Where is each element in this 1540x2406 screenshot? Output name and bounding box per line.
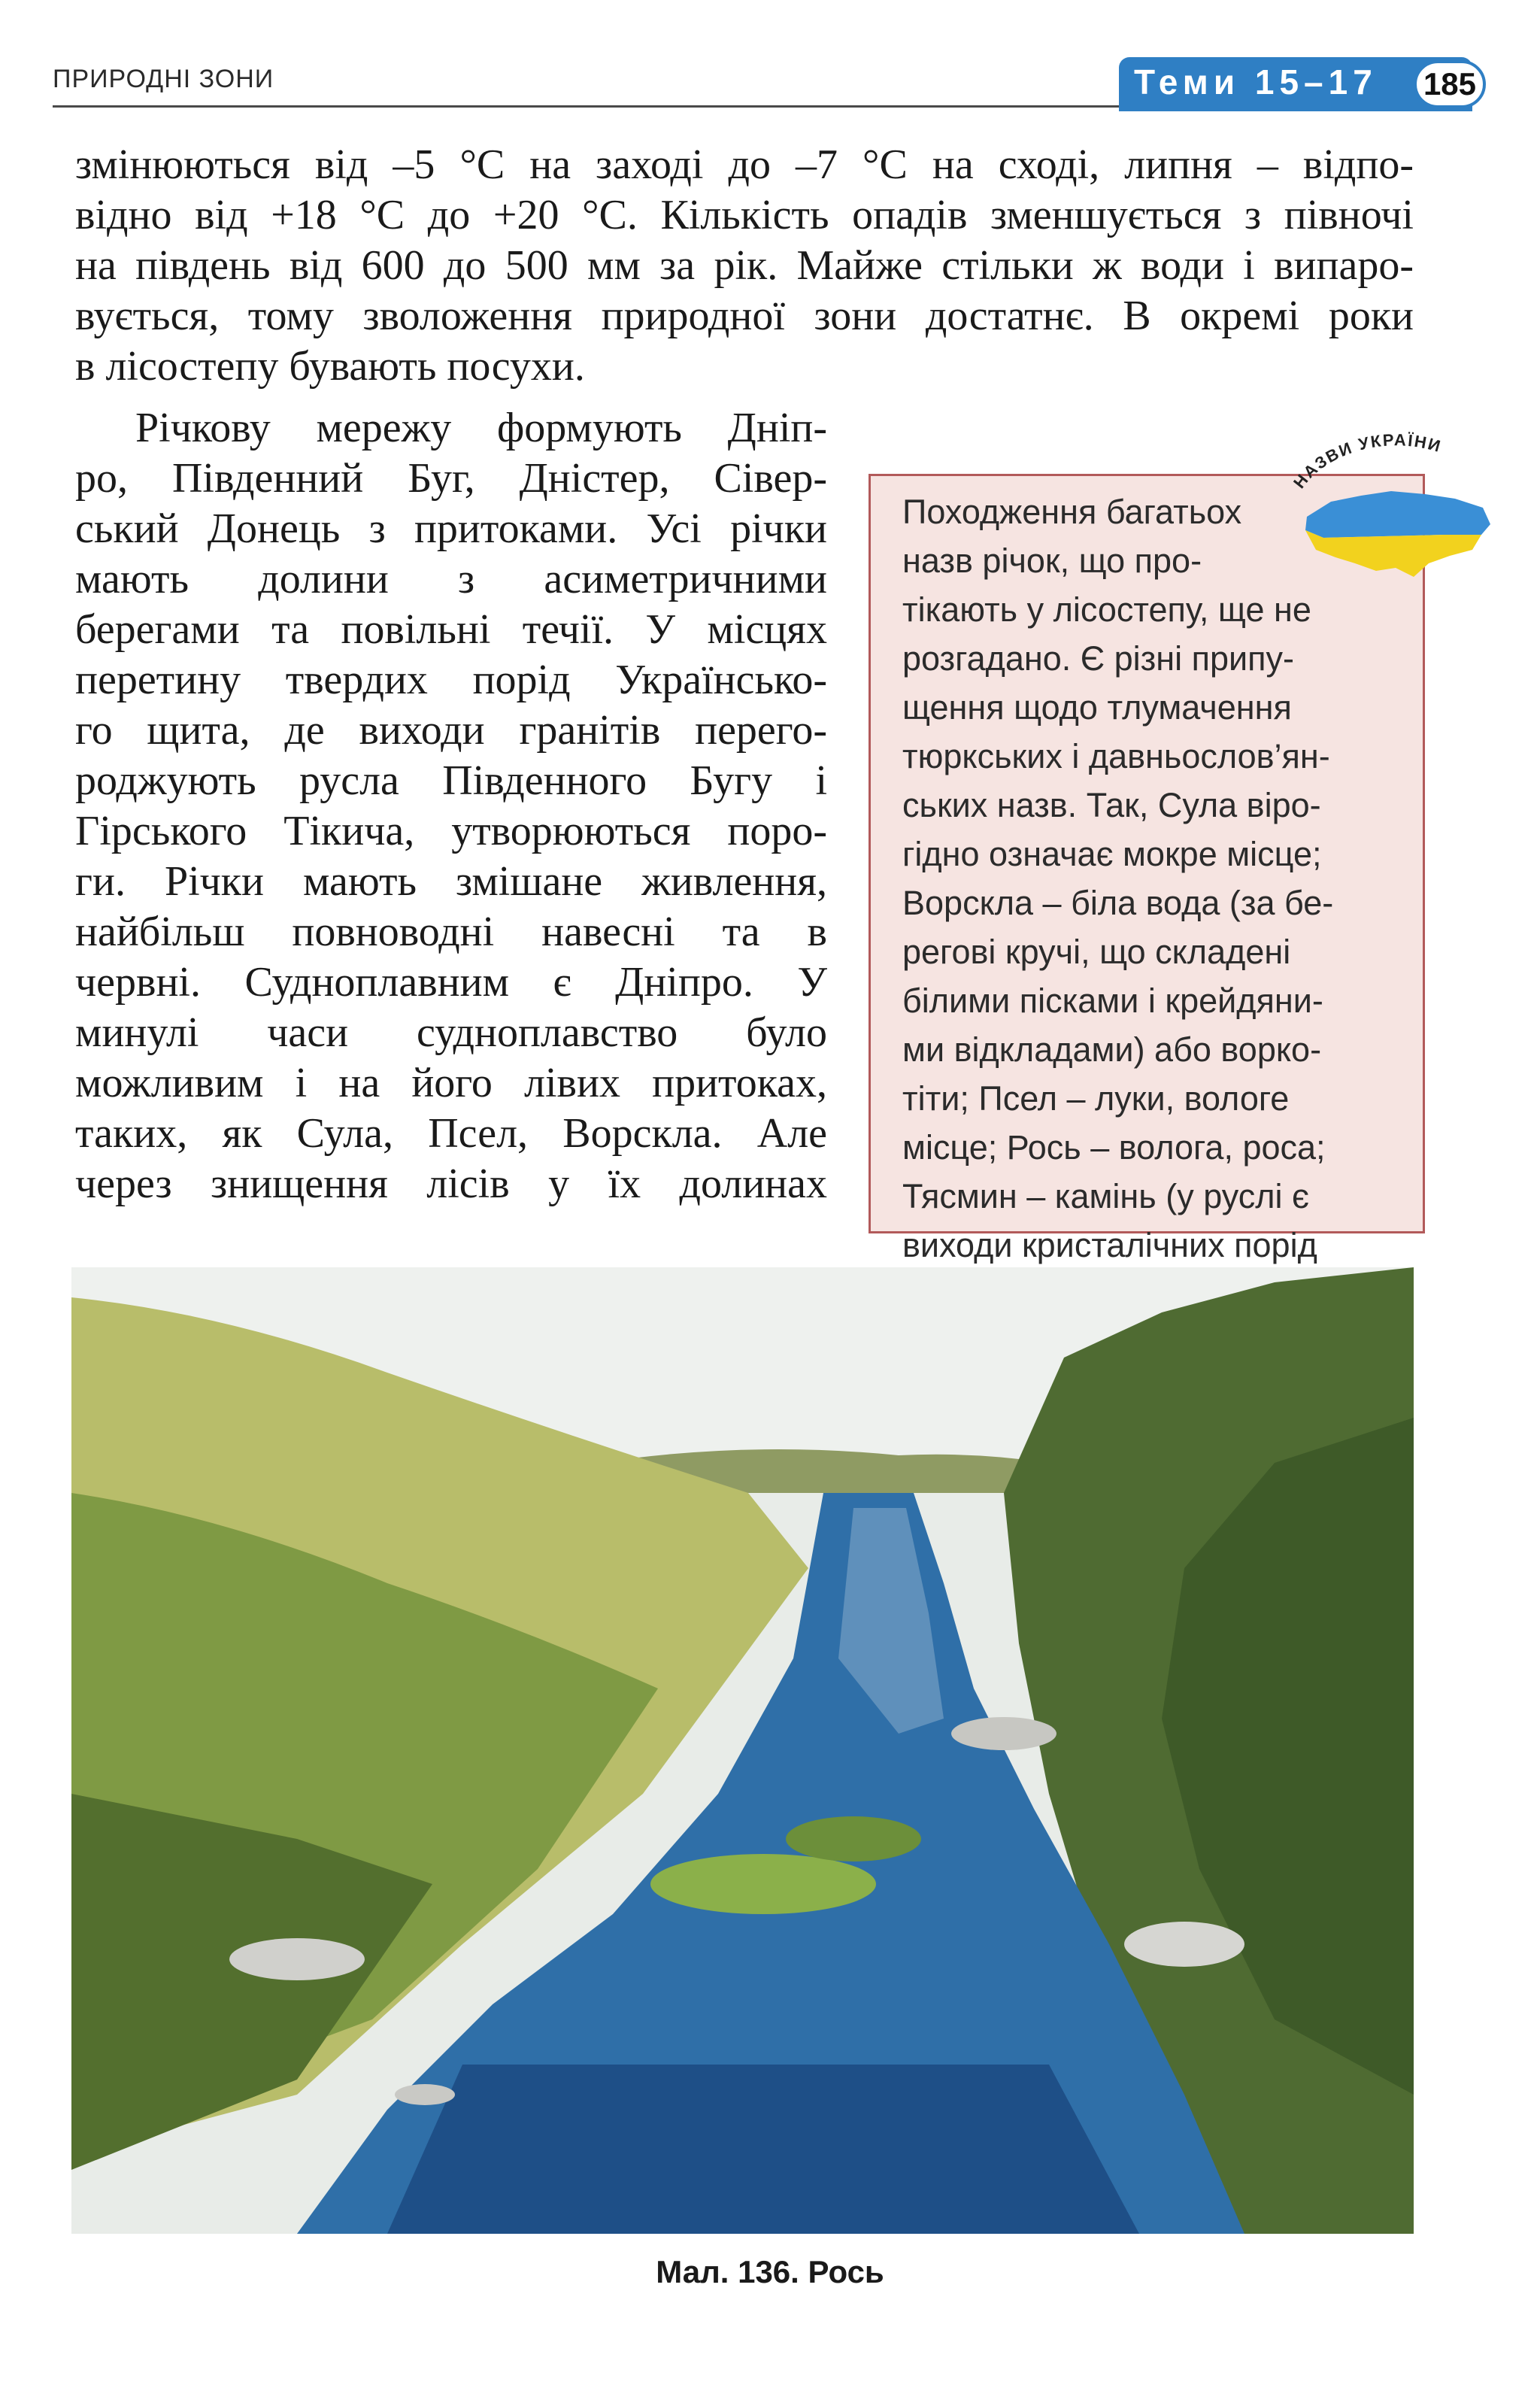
text-line: перетину твердих порід Українсько- xyxy=(75,657,827,703)
text-line: можливим і на його лівих притоках, xyxy=(75,1060,827,1106)
text-line: берегами та повільні течії. У місцях xyxy=(75,606,827,653)
note-line: Ворскла – біла вода (за бе- xyxy=(902,884,1334,922)
note-line: Тясмин – камінь (у руслі є xyxy=(902,1177,1309,1215)
section-title: ПРИРОДНІ ЗОНИ xyxy=(53,65,274,93)
text-line: червні. Судноплавним є Дніпро. У xyxy=(75,959,827,1006)
text-line: го щита, де виходи гранітів перего- xyxy=(75,707,827,754)
header-rule xyxy=(53,105,1120,108)
figure-caption: Мал. 136. Рось xyxy=(656,2254,884,2289)
page-number: 185 xyxy=(1414,60,1486,108)
svg-text:НАЗВИ УКРАЇНИ xyxy=(1290,430,1444,492)
note-line: гідно означає мокре місце; xyxy=(902,835,1322,873)
text-line: ги. Річки мають змішане живлення, xyxy=(75,858,827,905)
text-line: найбільш повноводні навесні та в xyxy=(75,909,827,955)
text-line: Річкову мережу формують Дніп- xyxy=(135,405,827,451)
intro-paragraph xyxy=(75,140,1414,392)
text-line: таких, як Сула, Псел, Ворскла. Але xyxy=(75,1110,827,1157)
text-line: ро, Південний Буг, Дністер, Сівер- xyxy=(75,455,827,502)
text-line: минулі часи судноплавство було xyxy=(75,1009,827,1056)
note-line: тіти; Псел – луки, вологе xyxy=(902,1079,1290,1118)
note-line: регові кручі, що складені xyxy=(902,933,1291,971)
note-line: щення щодо тлумачення xyxy=(902,688,1292,727)
text-line: мають долини з асиметричними xyxy=(75,556,827,602)
text-line: Гірського Тікича, утворюються поро- xyxy=(75,808,827,854)
names-of-ukraine-text xyxy=(902,487,1399,1318)
text-line: відно від +18 °С до +20 °С. Кількість опадів зменшується з півночі xyxy=(75,192,1414,238)
note-line: білими пісками і крейдяни- xyxy=(902,982,1323,1020)
text-line: на південь від 600 до 500 мм за рік. Майже стільки ж води і випаро- xyxy=(75,242,1414,289)
topics-label: Теми 15–17 xyxy=(1134,62,1378,102)
rivers-paragraph xyxy=(75,403,827,1209)
note-line: виходи кристалічних порід xyxy=(902,1226,1317,1264)
text-line: в лісостепу бувають посухи. xyxy=(75,343,585,390)
text-line: ський Донець з притоками. Усі річки xyxy=(75,505,827,552)
text-line: вується, тому зволоження природної зони достатнє. В окремі роки xyxy=(75,293,1414,339)
ros-river-photo xyxy=(71,1267,1414,2234)
note-line: тікають у лісостепу, ще не xyxy=(902,590,1311,629)
note-line: назв річок, що про- xyxy=(902,542,1202,580)
badge-label: НАЗВИ УКРАЇНИ xyxy=(1290,430,1445,492)
note-line: ми відкладами) або ворко- xyxy=(902,1030,1322,1069)
note-line: місце; Рось – волога, роса; xyxy=(902,1128,1326,1167)
note-line: тюркських і давньослов’ян- xyxy=(902,737,1330,775)
note-line: ських назв. Так, Сула віро- xyxy=(902,786,1321,824)
ukraine-map-icon xyxy=(1271,417,1511,598)
note-line: розгадано. Є різні припу- xyxy=(902,639,1295,678)
text-line: роджують русла Південного Бугу і xyxy=(75,757,827,804)
text-line: змінюються від –5 °С на заході до –7 °С на сході, липня – відпо- xyxy=(75,141,1414,188)
note-line: Походження багатьох xyxy=(902,493,1242,531)
text-line: через знищення лісів у їх долинах xyxy=(75,1161,827,1207)
